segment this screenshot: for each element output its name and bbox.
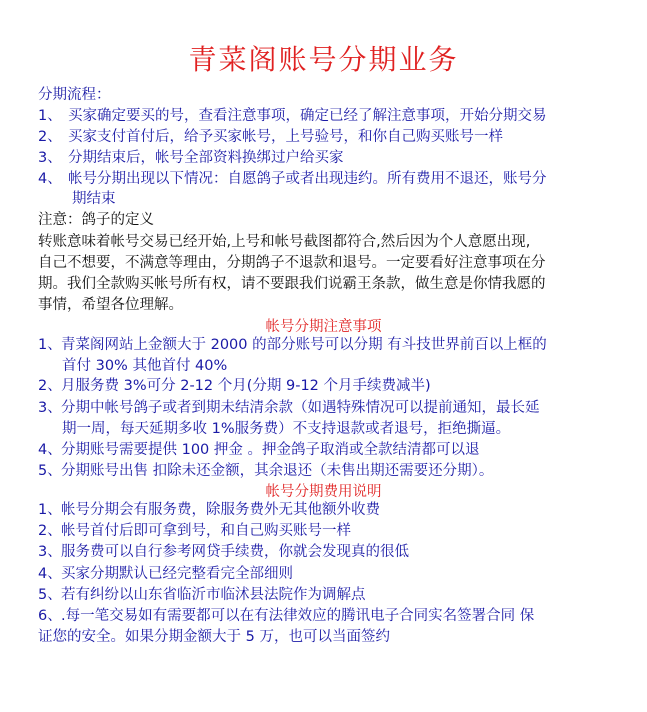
notice-item-1 (38, 335, 547, 355)
fee-item-number: 6、 (38, 608, 62, 624)
process-item-3 (38, 148, 344, 168)
notice-item-1-continuation: 首付 30% 其他首付 40% (62, 358, 228, 374)
notice-item-text: 青菜阁网站上金额大于 2000 的部分账号可以分期 有斗技世界前百以上框的 (61, 337, 547, 353)
fee-item-5 (38, 585, 366, 605)
fee-item-6-continuation: 证您的安全。如果分期金额大于 5 万，也可以当面签约 (38, 629, 390, 645)
fee-item-2 (38, 521, 351, 541)
note-line-4: 事情，希望各位理解。 (38, 297, 183, 313)
notice-item-text: 分期账号需要提供 100 押金 。押金鸽子取消或全款结清都可以退 (61, 442, 480, 458)
fee-item-1 (38, 500, 380, 520)
fee-item-text: 帐号分期会有服务费，除服务费外无其他额外收费 (61, 502, 380, 518)
fee-item-number: 4、 (38, 566, 62, 582)
notice-item-2 (38, 376, 431, 396)
fee-item-3 (38, 542, 409, 562)
process-item-4 (38, 169, 547, 189)
fee-item-text: 服务费可以自行参考网贷手续费，你就会发现真的很低 (61, 544, 409, 560)
process-item-text: 分期结束后，帐号全部资料换绑过户给买家 (68, 150, 344, 166)
process-item-4-continuation: 期结束 (72, 191, 116, 207)
notice-item-text: 月服务费 3%可分 2-12 个月(分期 9-12 个月手续费减半) (61, 378, 431, 394)
fee-item-6 (38, 606, 534, 626)
notice-item-3 (38, 398, 540, 418)
notice-item-3-continuation: 期一周，每天延期多收 1%服务费）不支持退款或者退号，拒绝撕逼。 (62, 421, 511, 437)
fee-item-number: 5、 (38, 587, 62, 603)
fee-item-number: 2、 (38, 523, 62, 539)
fee-item-number: 1、 (38, 502, 62, 518)
process-heading: 分期流程： (38, 87, 111, 103)
process-item-number: 2、 (38, 129, 62, 145)
fee-item-text: 若有纠纷以山东省临沂市临沭县法院作为调解点 (61, 587, 366, 603)
fee-item-text: .每一笔交易如有需要都可以在有法律效应的腾讯电子合同实名签署合同 保 (61, 608, 535, 624)
process-item-text: 买家确定要买的号，查看注意事项，确定已经了解注意事项，开始分期交易 (68, 108, 547, 124)
process-item-number: 1、 (38, 108, 62, 124)
notice-item-number: 1、 (38, 337, 62, 353)
notices-heading: 帐号分期注意事项 (265, 319, 382, 335)
process-item-2 (38, 127, 503, 147)
notice-item-4 (38, 440, 480, 460)
note-heading: 注意：鸽子的定义 (38, 212, 154, 228)
process-item-number: 3、 (38, 150, 62, 166)
note-line-3: 期。我们全款购买帐号所有权，请不要跟我们说霸王条款，做生意是你情我愿的 (38, 276, 546, 292)
notice-item-5 (38, 461, 493, 481)
notice-item-number: 5、 (38, 463, 62, 479)
fee-item-4 (38, 564, 293, 584)
notice-item-number: 4、 (38, 442, 62, 458)
fee-item-text: 帐号首付后即可拿到号，和自己购买账号一样 (61, 523, 351, 539)
notice-item-text: 分期中帐号鸽子或者到期未结清余款（如遇特殊情况可以提前通知，最长延 (61, 400, 540, 416)
process-item-text: 帐号分期出现以下情况：自愿鸽子或者出现违约。所有费用不退还，账号分 (68, 171, 547, 187)
process-item-text: 买家支付首付后，给予买家帐号，上号验号，和你自己购买账号一样 (68, 129, 503, 145)
note-line-2: 自己不想要，不满意等理由，分期鸽子不退款和退号。一定要看好注意事项在分 (38, 255, 546, 271)
notice-item-number: 3、 (38, 400, 62, 416)
note-line-1: 转账意味着帐号交易已经开始,上号和帐号截图都符合,然后因为个人意愿出现, (38, 234, 531, 250)
page-title: 青菜阁账号分期业务 (188, 43, 459, 76)
notice-item-text: 分期账号出售 扣除未还金额，其余退还（未售出期还需要还分期）。 (61, 463, 494, 479)
notice-item-number: 2、 (38, 378, 62, 394)
process-item-number: 4、 (38, 171, 62, 187)
process-item-1 (38, 106, 547, 126)
fee-item-text: 买家分期默认已经完整看完全部细则 (61, 566, 293, 582)
fees-heading: 帐号分期费用说明 (265, 484, 382, 500)
fee-item-number: 3、 (38, 544, 62, 560)
